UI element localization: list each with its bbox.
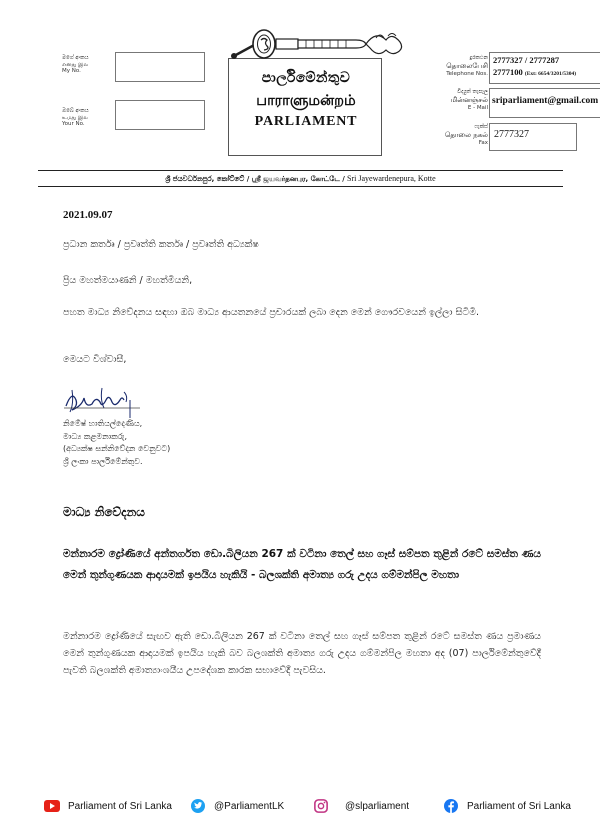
headline: මන්නාරම ද්‍රෝණියේ අන්තර්ගත ඩො.බිලියන 267 ක් වටිනා තෙල් සහ ගෑස් සම්පත තුළින් රටේ සමස්ත ණය මෙන් තුන්ගුණයක ආදායමක් ඉපයිය හැකියි - බලශක්ති අමාත්‍ය ගරු උදය ගම්මන්පිල මහතා (63, 548, 541, 581)
your-no-en: Your No. (62, 121, 85, 127)
fax-value: 2777327 (494, 129, 529, 140)
parliament-name-si: පාර්ලිමේන්තුව (261, 70, 351, 86)
mace-emblem-icon (226, 28, 416, 64)
email-value: sriparliament@gmail.com (492, 96, 599, 106)
telephone-ext: (Ext: 6654/3201/5304) (524, 71, 577, 77)
email-label-si: විද්‍යුත් තැපෑල (457, 89, 488, 95)
parliament-name-en: PARLIAMENT (254, 114, 358, 129)
my-no-box (115, 52, 205, 82)
footer-facebook[interactable] (443, 799, 571, 813)
letter-date: 2021.09.07 (63, 209, 113, 221)
tel-label-en: Telephone Nos. (446, 70, 488, 77)
your-no-box (115, 100, 205, 130)
my-no-en: My No. (62, 68, 81, 74)
address-line (38, 174, 563, 184)
section-title: මාධ්‍ය නිවේදනය (63, 505, 145, 519)
closing: මෙයට විශ්වාසී, (63, 354, 127, 365)
twitter-label: @ParliamentLK (214, 800, 285, 812)
body-paragraph: මන්නාරම ද්‍රෝණියේ සැඟව ඇති ඩො.බිලියන 267 ක් වටිනා තෙල් සහ ගෑස් සම්පත තුළින් රටේ සමස්ත ණය ප්‍රමාණය මෙන් තුන්ගුණයක ආදායමක් ඉපයිය හැකි බව බලශක්ති අමාත්‍ය ගරු උදය ගම්මන්පිල මහතා අද (07) පාර්ලිමේන්තුවේදී පැවති බලශක්ති අමාත්‍යාංශයීය උපදේශක කාරක සභාවේදී පැවසිය. (63, 631, 541, 676)
header-rule-top (38, 170, 563, 171)
footer-instagram[interactable] (313, 799, 409, 813)
footer-twitter[interactable] (190, 799, 284, 813)
address-en: Sri Jayewardenepura, Kotte (347, 174, 436, 183)
twitter-icon (190, 799, 206, 813)
your-no-label (62, 108, 89, 128)
signatory-on-behalf: (අධ්‍යක්ෂ සන්නිවේදන වෙනුවට) (63, 444, 171, 453)
fax-label (418, 124, 488, 146)
signatory-name: නිමේෂ් හාතියල්දෙණිය, (63, 419, 143, 428)
telephone-value-1: 2777327 / 2777287 (493, 55, 560, 65)
fax-label-en: Fax (478, 139, 488, 146)
instagram-icon (313, 799, 329, 813)
header-rule-bottom (38, 186, 563, 187)
instagram-label: @slparliament (345, 800, 410, 812)
footer-youtube[interactable] (44, 799, 172, 813)
telephone-value-2-main: 2777100 (493, 67, 523, 77)
facebook-icon (443, 799, 459, 813)
recipients-line: ප්‍රධාන කර්තෘ / ප්‍රවෘත්ති කර්තෘ / ප්‍රවෘත්ති අධ්‍යක්ෂ (63, 239, 259, 250)
my-no-ta: எனது இல (62, 61, 89, 68)
tel-label-si: දුරකථන (469, 55, 488, 61)
email-label-en: E - Mail (467, 104, 488, 111)
signatory-block (63, 418, 170, 468)
youtube-label: Parliament of Sri Lanka (68, 800, 172, 812)
my-no-label (62, 55, 89, 75)
signature (62, 378, 142, 418)
telephone-label (418, 55, 488, 77)
parliament-name-ta: பாராளுமன்றம் (256, 93, 356, 109)
fax-label-si: ෆැක්ස් (474, 124, 488, 130)
email-label (418, 89, 488, 111)
salutation: ප්‍රිය මහත්මයාණනි / මහත්මියනි, (63, 275, 193, 286)
telephone-value-2 (493, 67, 576, 77)
signatory-title: මාධ්‍ය කළමනාකරු, (63, 431, 128, 441)
youtube-icon (44, 799, 60, 813)
tel-label-ta: தொலைபேசி (446, 61, 488, 70)
email-label-ta: மின்னஞ்சல் (450, 95, 488, 104)
request-paragraph: පහත මාධ්‍ය නිවේදනය සඳහා ඔබ මාධ්‍ය ආයතනයේ ප්‍රචාරයක් ලබා දෙන මෙන් ගෞරවයෙන් ඉල්ලා සිටිමි. (63, 307, 480, 318)
your-no-ta: உமது இல (62, 114, 88, 121)
address-si: ශ්‍රී ජයවර්ධනපුර, කෝට්ටේ / (165, 175, 250, 183)
your-no-si: ඔබේ අංකය (62, 108, 89, 114)
my-no-si: මගේ අංකය (62, 55, 89, 61)
signatory-org: ශ්‍රී ලංකා පාර්ලිමේන්තුව. (63, 456, 143, 466)
facebook-label: Parliament of Sri Lanka (467, 800, 571, 812)
fax-label-ta: தொலை நகல் (444, 130, 488, 139)
address-ta: ஸ்ரீ ஜயவர்தனபுர, கோட்டே / (251, 175, 345, 183)
